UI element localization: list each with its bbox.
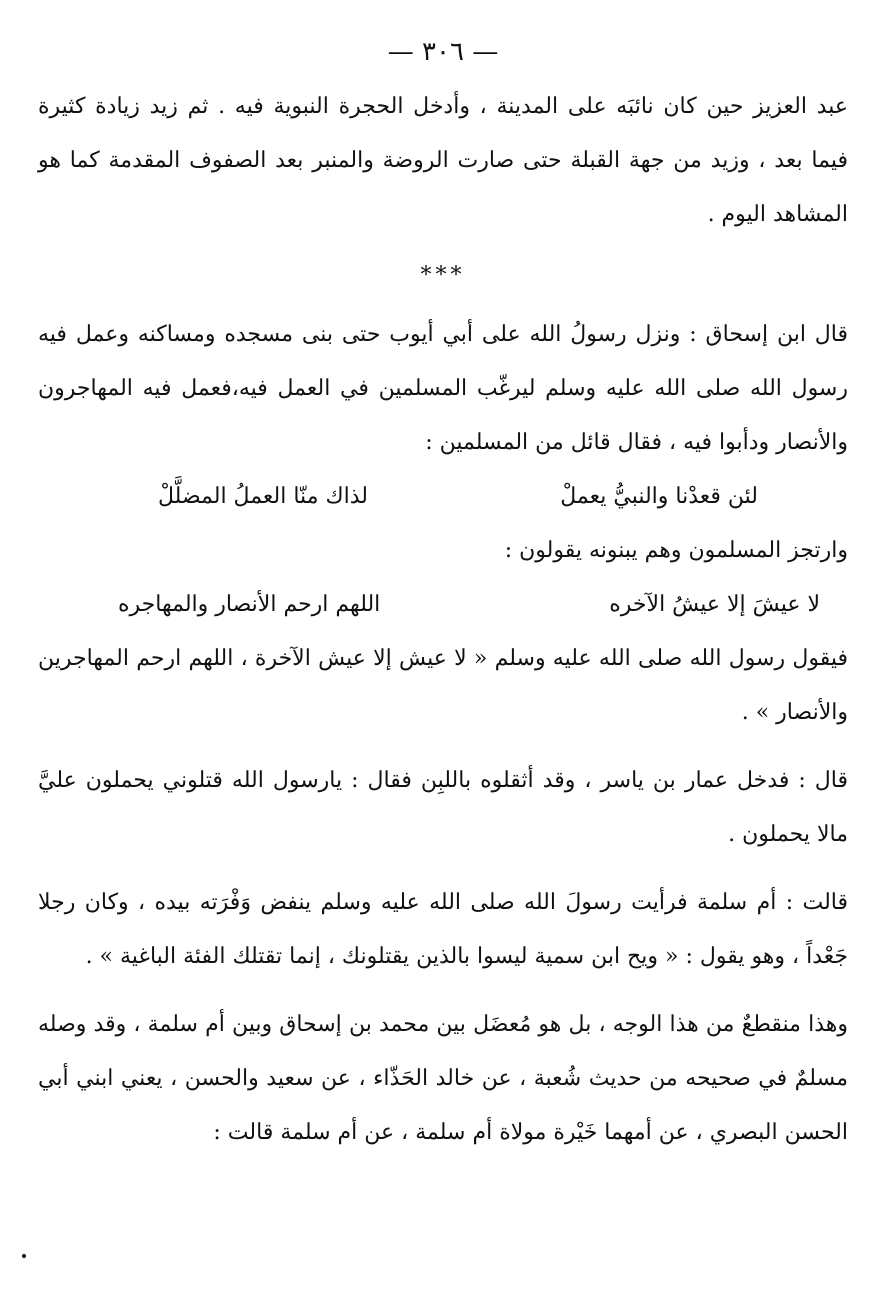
- verse-2-second-hemistich: اللهم ارحم الأنصار والمهاجره: [118, 592, 381, 617]
- paragraph-ibn-ishaq: قال ابن إسحاق : ونزل رسولُ الله على أبي أيوب حتى بنى مسجده ومساكنه وعمل فيه رسول الله صلى الله عليه وسلم ليرغّب المسلمين في العمل فيه،فعمل فيه المهاجرون والأنصار ودأبوا فيه ، فقال قائل من المسلمين :: [38, 322, 848, 455]
- verse-2-first-hemistich: لا عيشَ إلا عيشُ الآخره: [609, 592, 820, 617]
- paragraph-isnad-note: وهذا منقطعٌ من هذا الوجه ، بل هو مُعضَل بين محمد بن إسحاق وبين أم سلمة ، وقد وصله مسلمٌ في صحيحه من حديث شُعبة ، عن خالد الحَذّاء ، عن سعيد والحسن ، يعني ابني أبي الحسن البصري ، عن أمهما خَيْرة مولاة أم سلمة ، عن أم سلمة قالت :: [38, 1012, 848, 1145]
- verse-1-second-hemistich: لذاك منّا العملُ المضلَّلْ: [158, 484, 368, 509]
- paragraph-ammar: قال : فدخل عمار بن ياسر ، وقد أثقلوه باللبِن فقال : يارسول الله قتلوني يحملون عليَّ مالا يحملون .: [38, 768, 848, 847]
- verse-1-first-hemistich: لئن قعدْنا والنبيُّ يعملْ: [560, 484, 758, 509]
- paragraph-umm-salama: قالت : أم سلمة فرأيت رسولَ الله صلى الله عليه وسلم ينفض وَفْرَته بيده ، وكان رجلا جَعْداً ، وهو يقول : « ويح ابن سمية ليسوا بالذين يقتلونك ، إنما تقتلك الفئة الباغية » .: [38, 890, 848, 969]
- verse-line-2: [38, 578, 848, 632]
- page-number: — ٣٠٦ —: [387, 37, 499, 67]
- paragraph-masjid-expansion: عبد العزيز حين كان نائبَه على المدينة ، وأدخل الحجرة النبوية فيه . ثم زيد زيادة كثيرة فيما بعد ، وزيد من جهة القبلة حتى صارت الروضة والمنبر بعد الصفوف المقدمة كما هو المشاهد اليوم .: [38, 94, 848, 227]
- section-separator: ***: [420, 263, 466, 288]
- paragraph-rajaz-intro: وارتجز المسلمون وهم يبنونه يقولون :: [504, 538, 848, 563]
- stray-mark: [22, 1254, 26, 1258]
- book-page: [38, 30, 848, 1160]
- verse-line-1: [38, 470, 848, 524]
- paragraph-prophet-response: فيقول رسول الله صلى الله عليه وسلم « لا عيش إلا عيش الآخرة ، اللهم ارحم المهاجرين والأنصار » .: [38, 646, 848, 725]
